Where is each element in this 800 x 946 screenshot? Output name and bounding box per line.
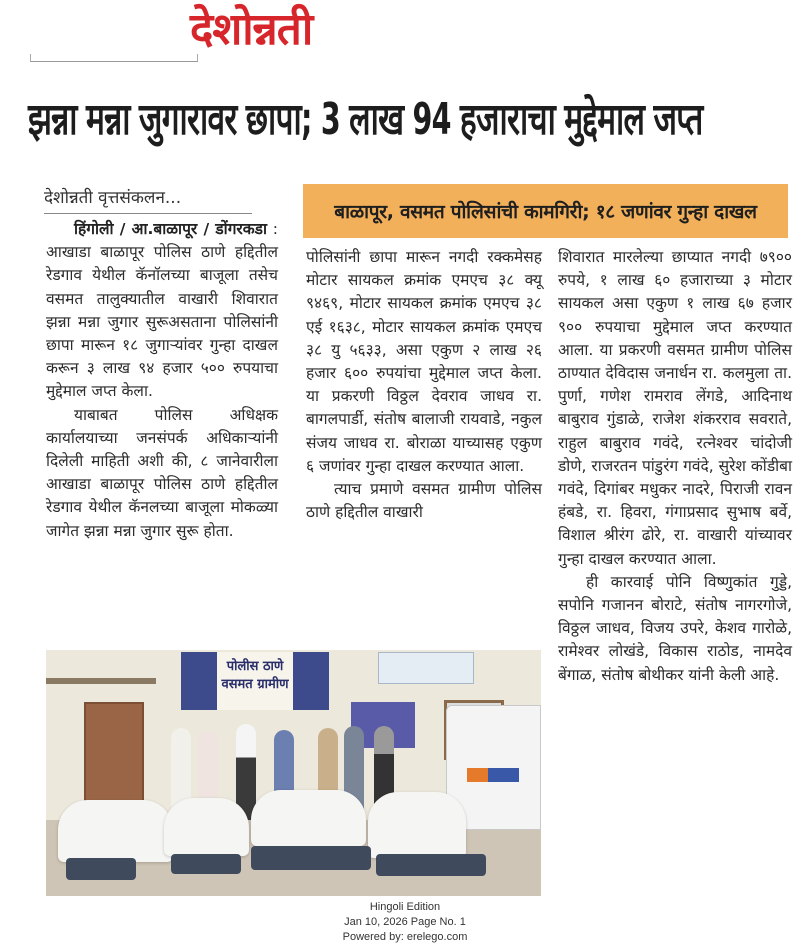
sign-line-1: पोलीस ठाणे <box>226 659 284 674</box>
edition-footer <box>300 900 510 945</box>
edition-name: Hingoli Edition <box>369 901 441 913</box>
byline: देशोन्नती वृत्तसंकलन... <box>44 184 252 214</box>
photo-roof <box>46 678 156 684</box>
article-column-1 <box>46 218 278 543</box>
powered-by: Powered by: erelego.com <box>342 931 468 943</box>
paragraph: याबाबत पोलिस अधिक्षक कार्यालयाच्या जनसंपर्क अधिकाऱ्यांनी दिलेली माहिती अशी की, ८ जानेवारीला आखाडा बाळापूर पोलिस ठाणे हद्दितील रेडगाव येथील कॅनलच्या बाजूला मोकळ्या जागेत झन्ना मन्ना जुगार सुरू होता. <box>46 405 278 540</box>
crouching-legs <box>376 854 486 876</box>
subheadline-text: बाळापूर, वसमत पोलिसांची कामगिरी; १८ जणांवर गुन्हा दाखल <box>334 201 757 223</box>
lead-paragraph: हिंगोली / आ.बाळापूर / डोंगरकडा : आखाडा बाळापूर पोलिस ठाणे हद्दितील रेडगाव येथील कॅनॉलच्या बाजूला तसेच वसमत तालुक्यातील वाखारी शिवारात झन्ना मन्ना जुगार सुरूअसताना पोलिसांनी छापा मारून १८ जुगाऱ्यांवर गुन्हा दाखल करून ३ लाख ९४ हजार ५०० रुपयाचा मुद्देमाल जप्त केला. <box>46 220 278 401</box>
subheadline-banner <box>303 184 788 238</box>
white-cloth <box>368 792 466 858</box>
white-cloth <box>251 790 366 846</box>
newspaper-logo: देशोन्नती <box>190 4 313 55</box>
white-cloth <box>164 798 249 856</box>
paragraph: शिवारात मारलेल्या छाप्यात नगदी ७९०० रुपये, १ लाख ६० हजाराच्या ३ मोटार सायकल असा एकुण १ लाख ६७ हजार ९०० रुपयाचा मुद्देमाल जप्त करण्यात आला. या प्रकरणी वसमत ग्रामीण पोलिस ठाण्यात देविदास जनार्धन रा. कलमुला ता. पुर्णा, गणेश रामराव लेंगडे, आदिनाथ बाबुराव गुंडाळे, राजेश शंकरराव सवराते, राहुल बाबुराव गवंदे, रत्नेश्वर चांदोजी डोणे, राजरतन पांडुरंग गवंदे, सुरेश कोंडीबा गवंदे, दिगांबर मधुकर नादरे, पिराजी रावन हंबडे, रा. हिवरा, गंगाप्रसाद सुभाष बर्वे, विशाल श्रीरंग ढोरे, रा. वाखारी यांच्यावर गुन्हा दाखल करण्यात आला. <box>558 248 792 568</box>
crouching-legs <box>171 854 241 874</box>
dateline: हिंगोली / आ.बाळापूर / डोंगरकडा <box>74 220 267 238</box>
crouching-legs <box>66 858 136 880</box>
paragraph: त्याच प्रमाणे वसमत ग्रामीण पोलिस ठाणे हद्दितील वाखारी <box>306 480 542 522</box>
vehicle-stripe <box>467 768 519 782</box>
sign-line-2: वसमत ग्रामीण <box>221 677 289 692</box>
news-photo <box>46 650 541 896</box>
police-station-sign <box>181 652 329 710</box>
paragraph-text: आखाडा बाळापूर पोलिस ठाणे हद्दितील रेडगाव येथील कॅनॉलच्या बाजूला तसेच वसमत तालुक्यातील वाखारी शिवारात झन्ना मन्ना जुगार सुरूअसताना पोलिसांनी छापा मारून १८ जुगाऱ्यांवर गुन्हा दाखल करून ३ लाख ९४ हजार ५०० रुपयाचा मुद्देमाल जप्त केला. <box>46 243 278 401</box>
notice-board <box>378 652 474 684</box>
edition-date-page: Jan 10, 2026 Page No. 1 <box>344 916 466 928</box>
masthead <box>0 0 800 62</box>
paragraph: पोलिसांनी छापा मारून नगदी रक्कमेसह मोटार सायकल क्रमांक एमएच ३८ क्यू ९४६९, मोटार सायकल क्रमांक एमएच ३८ एई १६३८, मोटार सायकल क्रमांक एमएच ३८ यु ५६३३, असा एकुण २ लाख २६ हजार ६०० रुपयांचा मुद्देमाल जप्त केला. या प्रकरणी विठ्ठल देवराव जाधव रा. बागलपार्डी, संतोष बालाजी रायवाडे, नकुल संजय जाधव रा. बोराळा याच्यासह एकुण ६ जणांवर गुन्हा दाखल करण्यात आला. <box>306 248 542 475</box>
paragraph: ही कारवाई पोनि विष्णुकांत गुड्डे, सपोनि गजानन बोराटे, संतोष नागरगोजे, विठ्ठल जाधव, विजय उपरे, केशव गारोळे, रामेश्वर लोखंडे, विकास राठोड, नामदेव बेंगाळ, संतोष बोथीकर यांनी केली आहे. <box>558 572 792 684</box>
masthead-rule <box>30 54 198 62</box>
photo-door <box>84 702 144 802</box>
article-column-3 <box>558 246 792 687</box>
white-cloth <box>58 800 173 862</box>
article-column-2 <box>306 246 542 524</box>
crouching-legs <box>251 846 371 870</box>
headline: झन्ना मन्ना जुगारावर छापा; 3 लाख 94 हजाराचा मुद्देमाल जप्त <box>28 94 703 145</box>
